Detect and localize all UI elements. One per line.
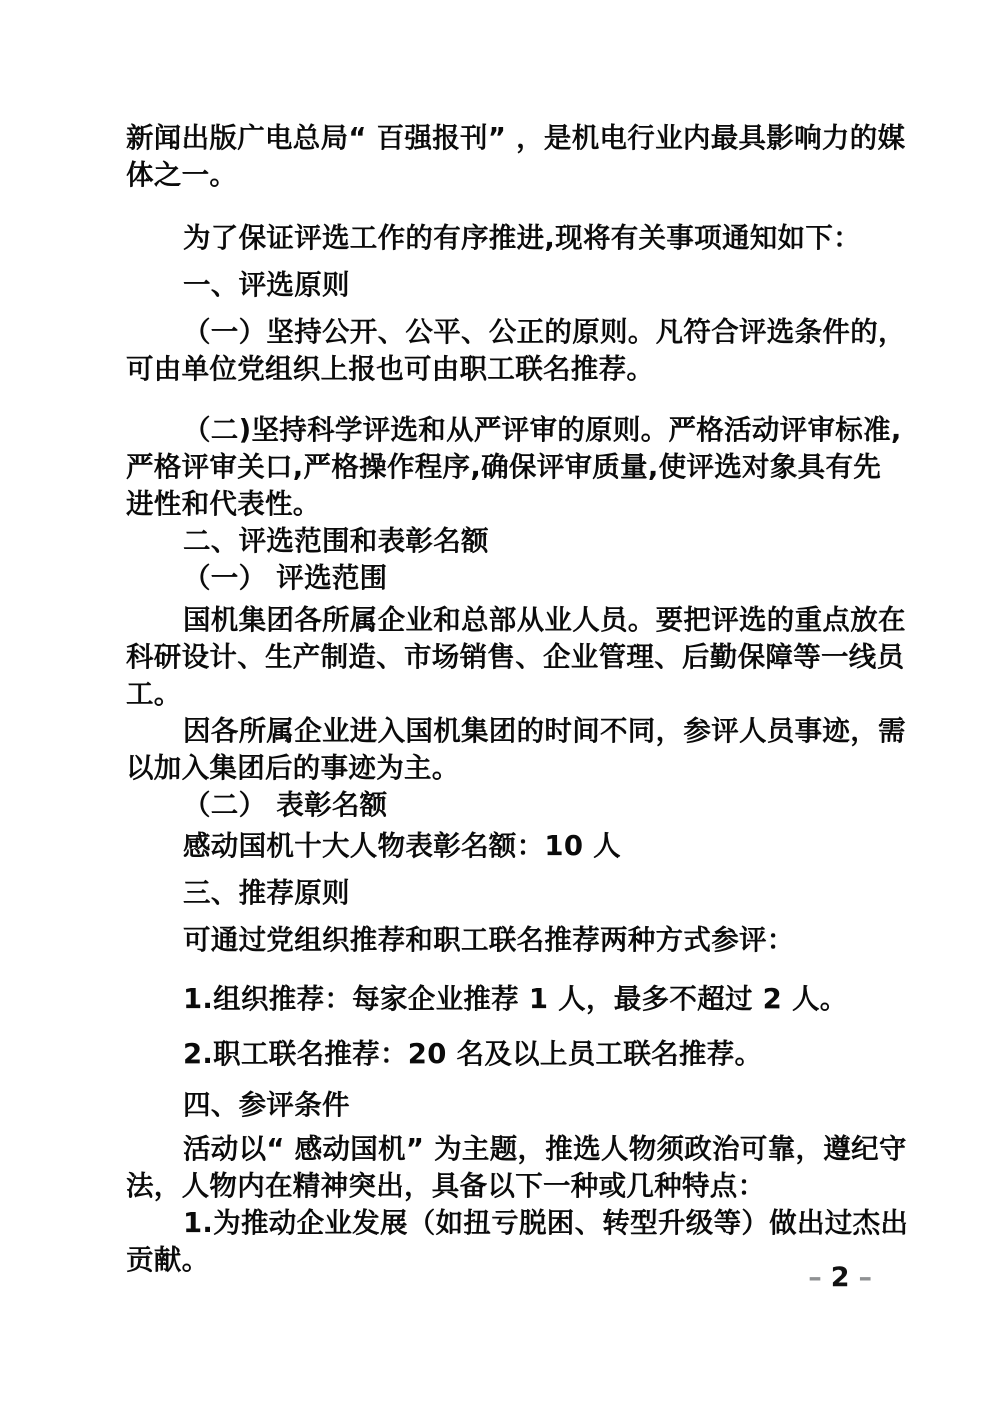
text-line: 感动国机十大人物表彰名额：10 人: [183, 830, 621, 862]
page-number-dash-left: –: [808, 1262, 822, 1293]
paragraph: [126, 922, 886, 959]
text-line: 为了保证评选工作的有序推进,现将有关事项通知如下：: [183, 222, 861, 254]
paragraph: [126, 314, 906, 388]
text-line: 二、评选范围和表彰名额: [183, 525, 489, 557]
section-heading: [126, 1087, 886, 1124]
text-line: 因各所属企业进入国机集团的时间不同，参评人员事迹，需: [183, 715, 906, 747]
paragraph: [126, 412, 902, 523]
text-line: 2.职工联名推荐：20 名及以上员工联名推荐。: [183, 1038, 763, 1070]
section-heading: [126, 523, 886, 560]
paragraph: [126, 120, 906, 194]
section-heading: [126, 875, 886, 912]
document-body: [126, 120, 909, 1279]
text-line: 工。: [126, 678, 182, 710]
text-line: 1.为推动企业发展（如扭亏脱困、转型升级等）做出过杰出: [183, 1207, 909, 1239]
text-line: 科研设计、生产制造、市场销售、企业管理、后勤保障等一线员: [126, 641, 905, 673]
text-line: 1.组织推荐：每家企业推荐 1 人，最多不超过 2 人。: [183, 983, 848, 1015]
paragraph: [126, 713, 906, 787]
subsection-heading: [126, 560, 886, 597]
text-line: 体之一。: [126, 159, 238, 191]
text-line: 四、参评条件: [183, 1089, 350, 1121]
page-number-value: 2: [830, 1262, 850, 1293]
page-number: [808, 1262, 872, 1293]
paragraph: [126, 1205, 909, 1279]
text-line: 国机集团各所属企业和总部从业人员。要把评选的重点放在: [183, 604, 906, 636]
text-line: （二)坚持科学评选和从严评审的原则。严格活动评审标准,: [183, 414, 902, 446]
section-heading: [126, 267, 886, 304]
paragraph: [126, 981, 886, 1018]
text-line: 可通过党组织推荐和职工联名推荐两种方式参评：: [183, 924, 795, 956]
text-line: 进性和代表性。: [126, 488, 321, 520]
text-line: 活动以“ 感动国机” 为主题，推选人物须政治可靠，遵纪守: [183, 1133, 907, 1165]
paragraph: [126, 602, 906, 713]
subsection-heading: [126, 787, 886, 824]
text-line: （一） 评选范围: [183, 562, 388, 594]
page-number-dash-right: –: [858, 1262, 872, 1293]
text-line: 一、评选原则: [183, 269, 350, 301]
text-line: 以加入集团后的事迹为主。: [126, 752, 460, 784]
paragraph: [126, 1131, 907, 1205]
text-line: 三、推荐原则: [183, 877, 350, 909]
text-line: 可由单位党组织上报也可由职工联名推荐。: [126, 353, 655, 385]
text-line: 严格评审关口,严格操作程序,确保评审质量,使评选对象具有先: [126, 451, 882, 483]
text-line: 法，人物内在精神突出，具备以下一种或几种特点：: [126, 1170, 766, 1202]
text-line: （二） 表彰名额: [183, 789, 388, 821]
paragraph: [126, 1036, 886, 1073]
paragraph: [126, 828, 886, 865]
text-line: 新闻出版广电总局“ 百强报刊” ，是机电行业内最具影响力的媒: [126, 122, 906, 154]
paragraph: [126, 220, 886, 257]
text-line: 贡献。: [126, 1244, 210, 1276]
text-line: （一）坚持公开、公平、公正的原则。凡符合评选条件的，: [183, 316, 906, 348]
